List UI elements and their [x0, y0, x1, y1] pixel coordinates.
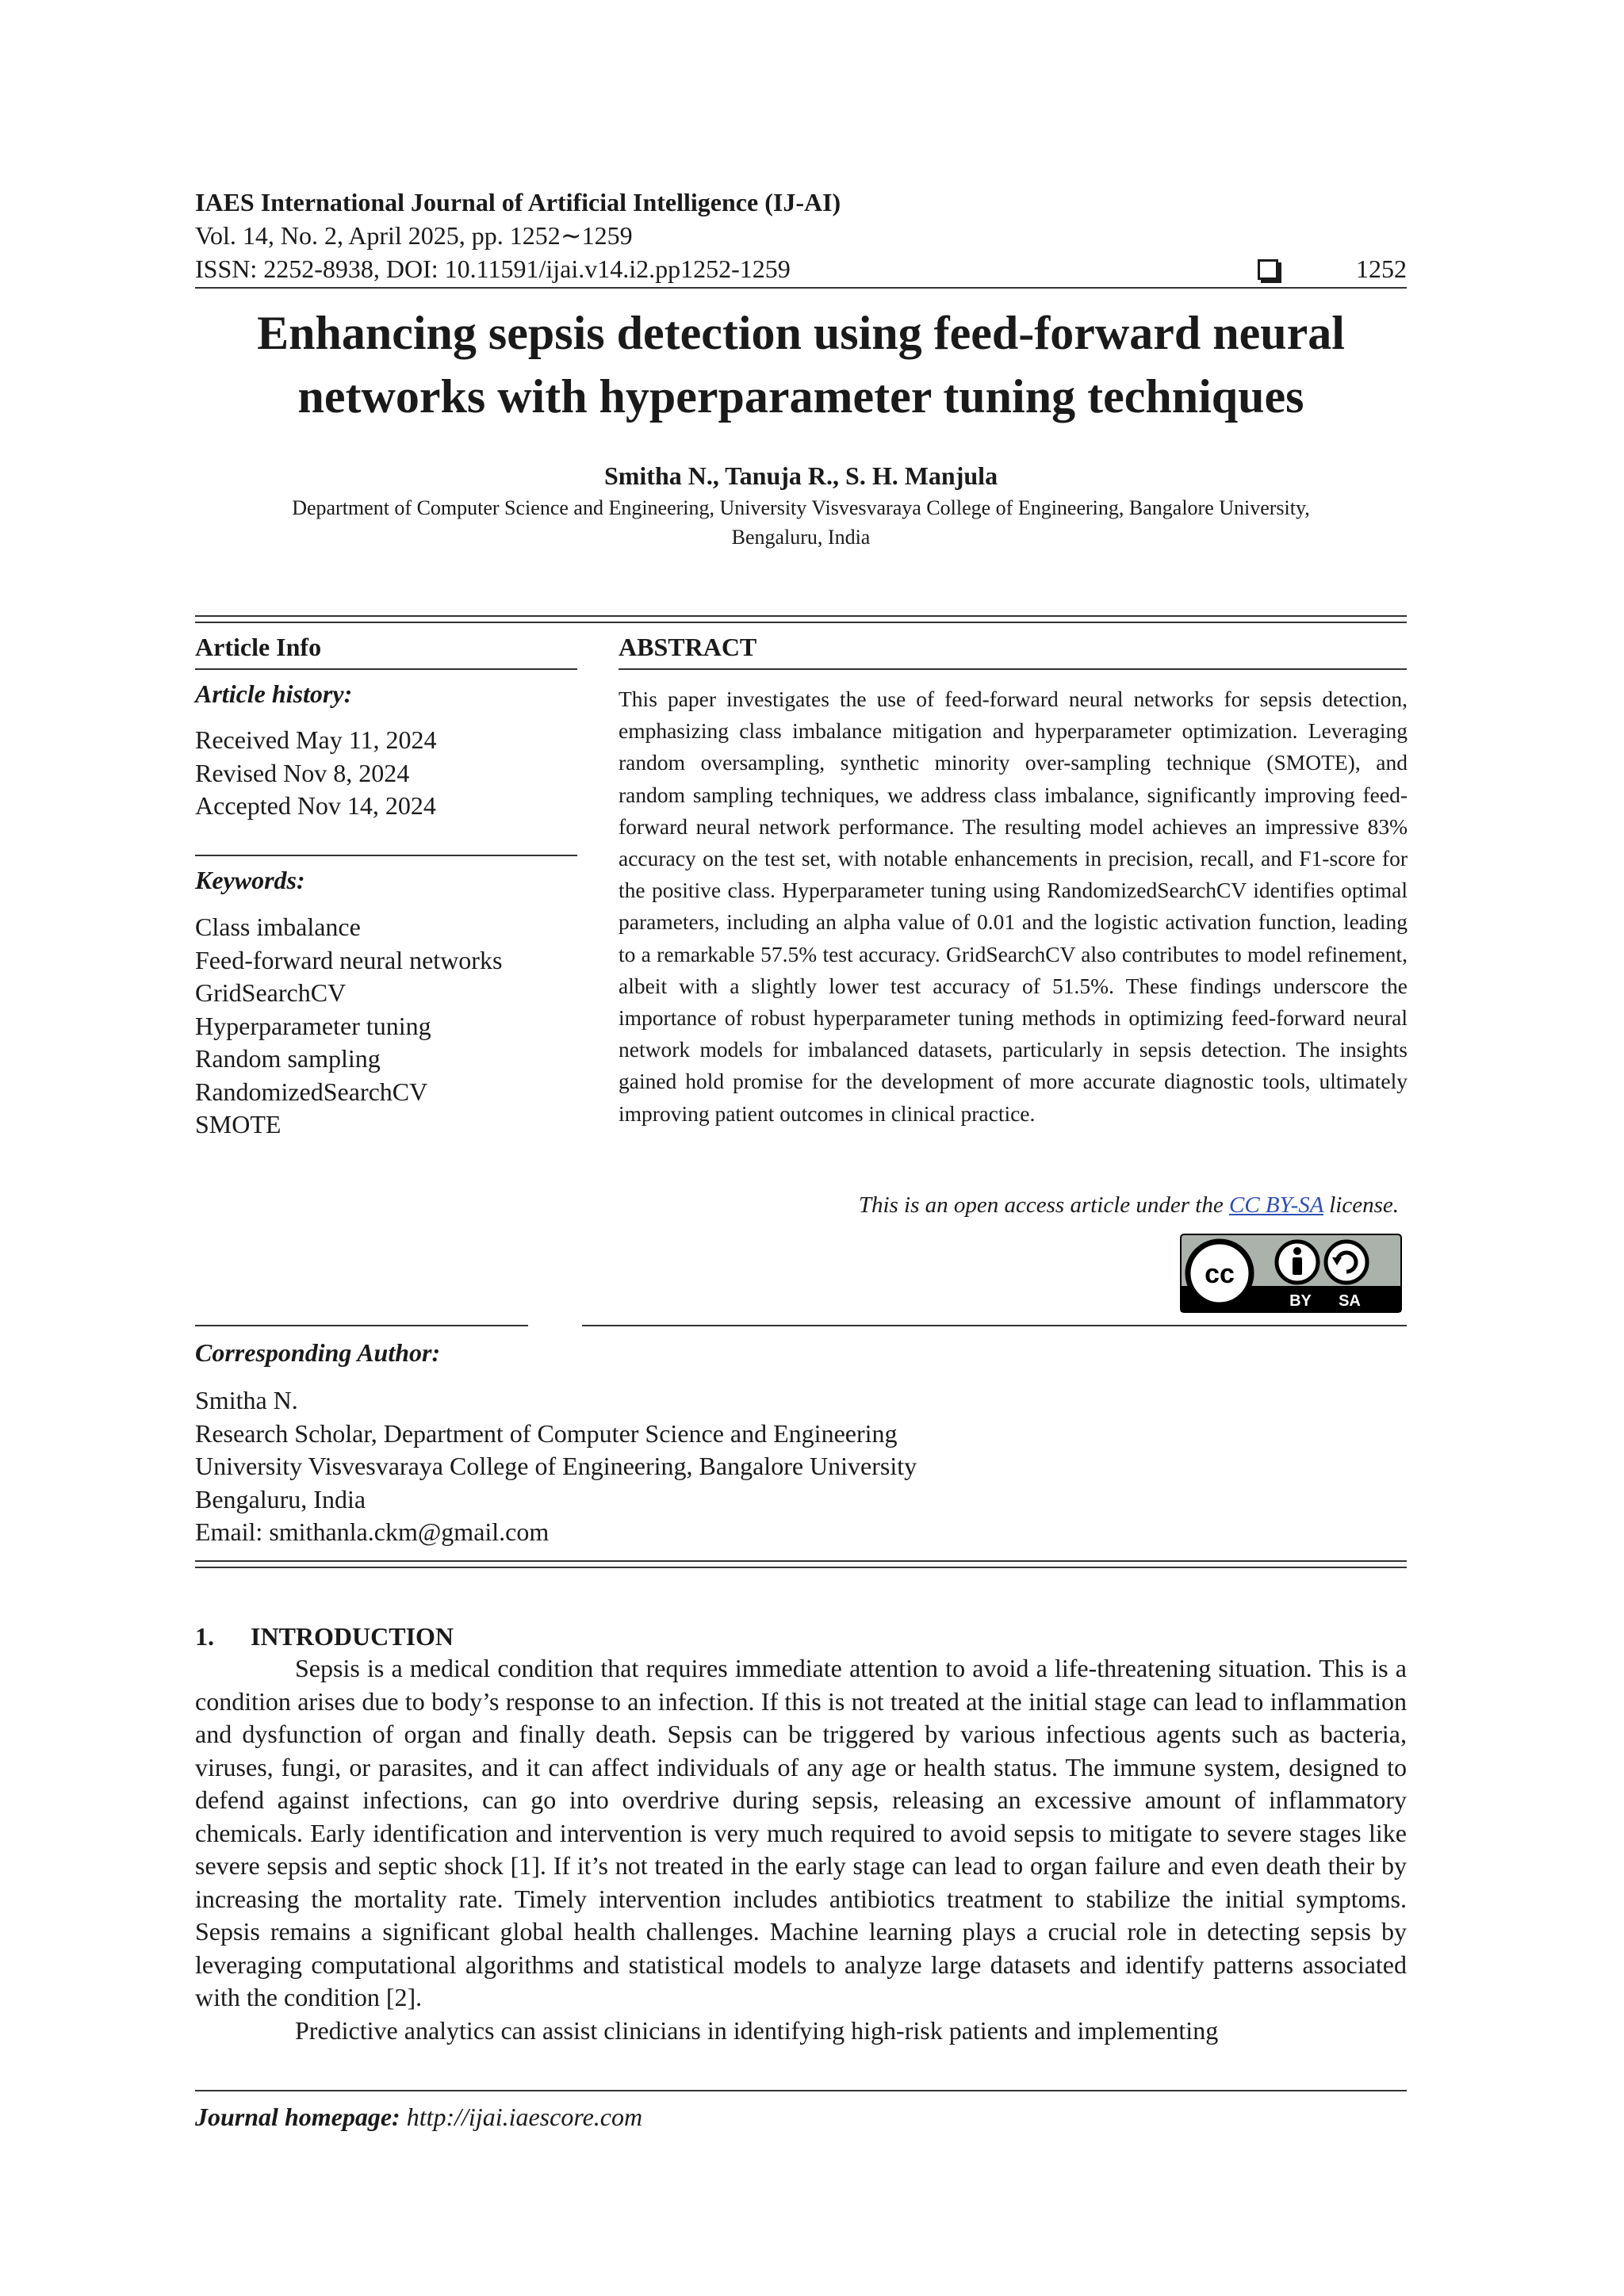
journal-homepage — [195, 2101, 642, 2133]
intro-paragraph-2: Predictive analytics can assist clinicians in identifying high-risk patients and implementing — [295, 2015, 1219, 2045]
keyword-item: SMOTE — [195, 1110, 282, 1138]
corresponding-email[interactable]: Email: smithanla.ckm@gmail.com — [195, 1517, 550, 1546]
corresponding-rule-left — [195, 1325, 528, 1326]
abstract-rule — [619, 668, 1407, 670]
volume-line: Vol. 14, No. 2, April 2025, pp. 1252∼1259 — [195, 221, 633, 250]
corresponding-details — [195, 1384, 917, 1549]
title-line-2: networks with hyperparameter tuning techniques — [297, 370, 1304, 423]
section-number: 1. — [195, 1622, 214, 1651]
issn-line: ISSN: 2252-8938, DOI: 10.11591/ijai.v14.i2.pp1252-1259 — [195, 254, 791, 283]
journal-name: IAES International Journal of Artificial Intelligence (IJ-AI) — [195, 188, 841, 216]
keywords-rule — [195, 855, 577, 856]
keyword-item: GridSearchCV — [195, 978, 347, 1007]
intro-paragraph-1: Sepsis is a medical condition that requires immediate attention to avoid a life-threatening situation. This is a condition arises due to body’s response to an infection. If this is not treated at the initial stage can lead to inflammation and dysfunction of organ and finally death. Sepsis can be triggered by various infectious agents such as bacteria, viruses, fungi, or parasites, and it can affect individuals of any age or health status. The immune system, designed to defend against infections, can go into overdrive during sepsis, releasing an excessive amount of inflammatory chemicals. Early identification and intervention is very much required to avoid sepsis to mitigate to severe stages like severe sepsis and septic shock [1]. If it’s not treated in the early stage can lead to organ failure and even death their by increasing the mortality rate. Timely intervention includes antibiotics treatment to stabilize the initial symptoms. Sepsis remains a significant global health challenges. Machine learning plays a crucial role in detecting sepsis by leveraging computational algorithms and statistical models to analyze large datasets and identify patterns associated with the condition [2]. — [195, 1654, 1407, 2011]
history-received: Received May 11, 2024 — [195, 725, 437, 754]
header-right — [1258, 252, 1407, 285]
cc-by-sa-badge[interactable] — [1180, 1234, 1402, 1313]
license-line — [619, 1189, 1399, 1221]
section-title: INTRODUCTION — [251, 1622, 454, 1651]
corresponding-location: Bengaluru, India — [195, 1484, 366, 1513]
abstract-heading: ABSTRACT — [619, 633, 757, 661]
keyword-item: Class imbalance — [195, 913, 361, 941]
top-double-rule-a — [195, 615, 1407, 617]
bottom-double-rule-b — [195, 1567, 1407, 1568]
keyword-item: Random sampling — [195, 1044, 381, 1073]
history-revised: Revised Nov 8, 2024 — [195, 758, 410, 787]
cc-by-sa-link[interactable]: CC BY-SA — [1229, 1192, 1323, 1218]
journal-header — [195, 186, 1407, 285]
keyword-item: RandomizedSearchCV — [195, 1077, 428, 1106]
cc-badge-graphic — [1180, 1234, 1402, 1313]
history-list — [195, 724, 437, 823]
keyword-item: Feed-forward neural networks — [195, 945, 503, 974]
authors: Smitha N., Tanuja R., S. H. Manjula — [603, 461, 998, 490]
affiliation — [238, 493, 1364, 552]
sa-icon — [1326, 1242, 1367, 1283]
header-rule — [195, 287, 1407, 289]
keywords-list — [195, 911, 502, 1142]
abstract-text: This paper investigates the use of feed-forward neural networks for sepsis detection, emphasizing class imbalance mitigation and hyperparameter optimization. Leveraging random oversampling, synthetic minority over-sampling technique (SMOTE), and random sampling techniques, we address class imbalance, significantly improving feed-forward neural network performance. The resulting model achieves an impressive 83% accuracy on the test set, with notable enhancements in precision, recall, and F1-score for the positive class. Hyperparameter tuning using RandomizedSearchCV identifies optimal parameters, including an alpha value of 0.01 and the logistic activation function, leading to a remarkable 57.5% test accuracy. GridSearchCV also contributes to model refinement, albeit with a slightly lower test accuracy of 51.5%. These findings underscore the importance of robust hyperparameter tuning methods in optimizing feed-forward neural network models for imbalanced datasets, particularly in sepsis detection. The insights gained hold promise for the development of more accurate diagnostic tools, ultimately improving patient outcomes in clinical practice. — [619, 687, 1408, 1126]
badge-sa-label: SA — [1339, 1292, 1361, 1310]
title-line-1: Enhancing sepsis detection using feed-forward neural — [257, 307, 1345, 359]
history-heading: Article history: — [195, 679, 353, 708]
homepage-label: Journal homepage: — [195, 2103, 400, 2131]
top-double-rule-b — [195, 622, 1407, 623]
history-accepted: Accepted Nov 14, 2024 — [195, 791, 436, 820]
article-info-rule — [195, 668, 577, 670]
license-prefix: This is an open access article under the — [858, 1192, 1229, 1218]
keywords-heading: Keywords: — [195, 866, 305, 894]
footer-rule — [195, 2090, 1407, 2091]
keyword-item: Hyperparameter tuning — [195, 1011, 431, 1040]
corresponding-rule-right — [582, 1325, 1407, 1326]
affiliation-line-2: Bengaluru, India — [731, 526, 871, 549]
homepage-url[interactable]: http://ijai.iaescore.com — [406, 2103, 643, 2131]
introduction-body — [195, 1652, 1407, 2047]
corresponding-institution: University Visvesvaraya College of Engineering, Bangalore University — [195, 1452, 917, 1480]
article-info-heading: Article Info — [195, 633, 322, 661]
corresponding-position: Research Scholar, Department of Computer Science and Engineering — [195, 1418, 898, 1448]
paper-title — [195, 301, 1407, 428]
bottom-double-rule-a — [195, 1560, 1407, 1562]
corresponding-heading: Corresponding Author: — [195, 1338, 441, 1367]
box-icon — [1258, 259, 1278, 280]
page-number: 1252 — [1356, 254, 1407, 283]
corresponding-name: Smitha N. — [195, 1386, 298, 1414]
badge-by-label: BY — [1289, 1292, 1312, 1310]
section-heading-introduction — [195, 1621, 454, 1652]
cc-icon-text: cc — [1205, 1259, 1235, 1289]
affiliation-line-1: Department of Computer Science and Engineering, University Visvesvaraya College of Engineering, Bangalore University, — [292, 496, 1310, 519]
license-suffix: license. — [1323, 1192, 1399, 1218]
